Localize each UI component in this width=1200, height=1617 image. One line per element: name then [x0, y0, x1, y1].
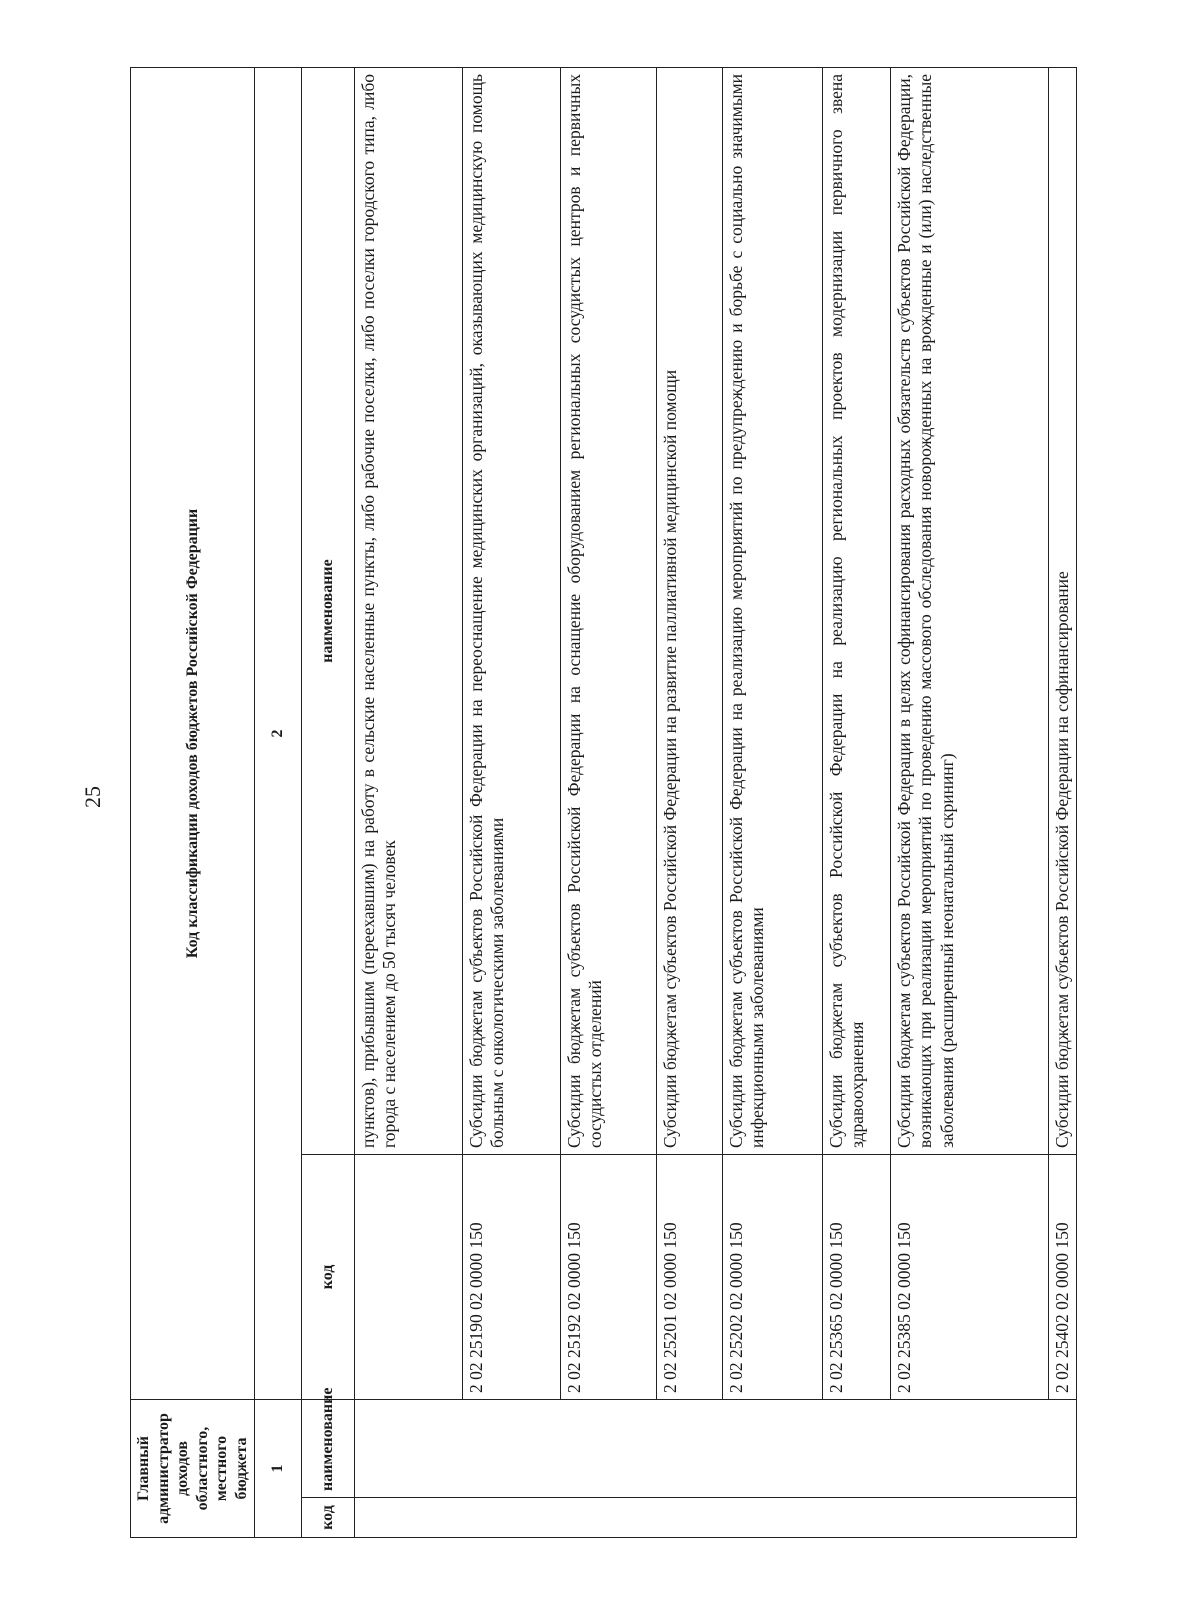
admin-group-header: Главный администратор доходов областного, местного бюджета — [131, 1399, 255, 1537]
table-row — [463, 67, 561, 1537]
code-cell: 2 02 25190 02 0000 150 — [463, 1154, 561, 1399]
code-cell: 2 02 25365 02 0000 150 — [823, 1154, 891, 1399]
name-cell: Субсидии бюджетам субъектов Российской Федерации на развитие паллиативной медицинской помощи — [657, 67, 723, 1154]
admin-name-cell — [355, 1399, 1077, 1497]
table-row — [823, 67, 891, 1537]
name-cell: Субсидии бюджетам субъектов Российской Федерации на переоснащение медицинских организаций, оказывающих медицинскую помощь больным с онкологическими заболеваниями — [463, 67, 561, 1154]
admin-code-cell — [355, 1498, 1077, 1538]
revenue-classification-table — [130, 67, 1077, 1538]
table-row — [891, 67, 1049, 1537]
column-number-1: 1 — [255, 1399, 302, 1537]
table-row — [723, 67, 823, 1537]
class-name-header: наименование — [302, 67, 355, 1154]
code-cell: 2 02 25402 02 0000 150 — [1049, 1154, 1077, 1399]
table-row — [561, 67, 657, 1537]
code-cell: 2 02 25192 02 0000 150 — [561, 1154, 657, 1399]
code-cell — [355, 1154, 463, 1399]
class-code-header: код — [302, 1154, 355, 1399]
rotated-table-wrapper — [130, 68, 1073, 1538]
name-cell: Субсидии бюджетам субъектов Российской Федерации на реализацию мероприятий по предупреждению и борьбе с социально значимыми инфекционными заболеваниями — [723, 67, 823, 1154]
code-cell: 2 02 25385 02 0000 150 — [891, 1154, 1049, 1399]
classification-group-header: Код классификации доходов бюджетов Российской Федерации — [131, 67, 255, 1399]
admin-code-header: код — [302, 1498, 355, 1538]
table-row — [657, 67, 723, 1537]
name-cell: Субсидии бюджетам субъектов Российской Федерации на софинансирование — [1049, 67, 1077, 1154]
name-cell: пунктов), прибывшим (переехавшим) на работу в сельские населенные пункты, либо рабочие поселки, либо поселки городского типа, либо города с населением до 50 тысяч человек — [355, 67, 463, 1154]
admin-name-header: наименование — [302, 1399, 355, 1497]
name-cell: Субсидии бюджетам субъектов Российской Федерации на реализацию региональных проектов модернизации первичного звена здравоохранения — [823, 67, 891, 1154]
column-number-2: 2 — [255, 67, 302, 1399]
name-cell: Субсидии бюджетам субъектов Российской Федерации на оснащение оборудованием региональных сосудистых центров и первичных сосудистых отделений — [561, 67, 657, 1154]
code-cell: 2 02 25201 02 0000 150 — [657, 1154, 723, 1399]
code-cell: 2 02 25202 02 0000 150 — [723, 1154, 823, 1399]
page-number: 25 — [80, 786, 105, 808]
name-cell: Субсидии бюджетам субъектов Российской Федерации в целях софинансирования расходных обязательств субъектов Российской Федерации, возникающих при реализации мероприятий по проведению массового обследования новорожденных на врожденные и (или) наследственные заболевания (расширенный неонатальный скрининг) — [891, 67, 1049, 1154]
table-row — [1049, 67, 1077, 1537]
table-row — [355, 67, 463, 1537]
